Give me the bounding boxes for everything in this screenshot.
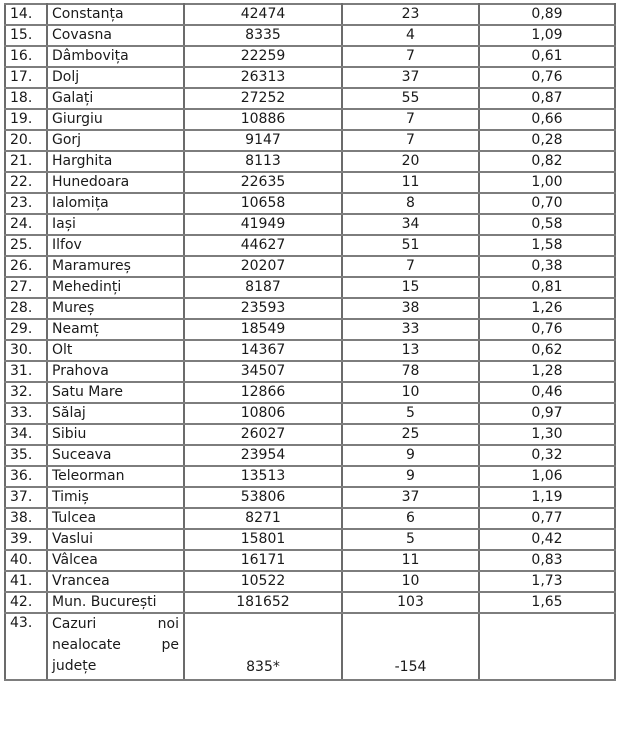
total-cases: 26027 [184,424,342,445]
total-cases: 23593 [184,298,342,319]
new-cases: 7 [342,46,479,67]
row-number: 38. [5,508,47,529]
table-row [5,109,615,130]
rate: 1,28 [479,361,615,382]
county-name: Galați [47,88,184,109]
rate: 1,58 [479,235,615,256]
row-number: 24. [5,214,47,235]
county-name: Sibiu [47,424,184,445]
rate: 0,76 [479,67,615,88]
new-cases: 33 [342,319,479,340]
county-name: Constanța [47,4,184,25]
table-row [5,25,615,46]
row-number: 39. [5,529,47,550]
new-cases: -154 [342,613,479,680]
row-number: 31. [5,361,47,382]
rate: 1,65 [479,592,615,613]
rate: 1,06 [479,466,615,487]
new-cases: 78 [342,361,479,382]
total-cases: 22259 [184,46,342,67]
county-name: Sălaj [47,403,184,424]
row-number: 40. [5,550,47,571]
rate: 0,66 [479,109,615,130]
table-row [5,466,615,487]
row-number: 29. [5,319,47,340]
total-cases: 16171 [184,550,342,571]
total-cases: 10806 [184,403,342,424]
county-name: Gorj [47,130,184,151]
new-cases: 10 [342,382,479,403]
table-row [5,445,615,466]
new-cases: 38 [342,298,479,319]
rate: 0,32 [479,445,615,466]
rate: 1,00 [479,172,615,193]
total-cases: 26313 [184,67,342,88]
county-name: Giurgiu [47,109,184,130]
table-row [5,361,615,382]
total-cases: 8113 [184,151,342,172]
total-cases: 53806 [184,487,342,508]
total-cases: 27252 [184,88,342,109]
new-cases: 10 [342,571,479,592]
row-number: 33. [5,403,47,424]
total-cases: 9147 [184,130,342,151]
table-row [5,571,615,592]
county-name: Iași [47,214,184,235]
row-number: 42. [5,592,47,613]
row-number: 19. [5,109,47,130]
row-number: 26. [5,256,47,277]
total-cases: 835* [184,613,342,680]
table-row-unallocated [5,613,615,680]
new-cases: 7 [342,256,479,277]
table-row [5,382,615,403]
rate: 0,46 [479,382,615,403]
new-cases: 51 [342,235,479,256]
total-cases: 10658 [184,193,342,214]
table-row [5,214,615,235]
county-name-line-3: județe [52,658,97,674]
county-name: Ilfov [47,235,184,256]
rate: 0,97 [479,403,615,424]
county-name: Vaslui [47,529,184,550]
rate: 0,28 [479,130,615,151]
rate: 0,76 [479,319,615,340]
new-cases: 23 [342,4,479,25]
new-cases: 6 [342,508,479,529]
row-number: 15. [5,25,47,46]
row-number: 27. [5,277,47,298]
row-number: 36. [5,466,47,487]
row-number: 16. [5,46,47,67]
table-row [5,235,615,256]
table-row [5,130,615,151]
new-cases: 15 [342,277,479,298]
new-cases: 4 [342,25,479,46]
total-cases: 44627 [184,235,342,256]
new-cases: 8 [342,193,479,214]
table-row [5,4,615,25]
total-cases: 14367 [184,340,342,361]
row-number: 22. [5,172,47,193]
total-cases: 42474 [184,4,342,25]
row-number: 14. [5,4,47,25]
rate: 0,89 [479,4,615,25]
table-row [5,529,615,550]
table-row [5,172,615,193]
county-name: Timiș [47,487,184,508]
county-name: Mehedinți [47,277,184,298]
county-name-line-2: nealocate pe [52,637,179,653]
table-row [5,550,615,571]
row-number: 43. [5,613,47,680]
county-name: Ialomița [47,193,184,214]
new-cases: 5 [342,403,479,424]
total-cases: 34507 [184,361,342,382]
county-name: Dâmbovița [47,46,184,67]
total-cases: 8271 [184,508,342,529]
total-cases: 20207 [184,256,342,277]
new-cases: 5 [342,529,479,550]
county-name: Teleorman [47,466,184,487]
total-cases: 10886 [184,109,342,130]
rate: 1,73 [479,571,615,592]
new-cases: 11 [342,550,479,571]
row-number: 21. [5,151,47,172]
row-number: 30. [5,340,47,361]
total-cases: 22635 [184,172,342,193]
total-cases: 10522 [184,571,342,592]
row-number: 41. [5,571,47,592]
county-name-line-1: Cazuri noi [52,616,179,632]
row-number: 34. [5,424,47,445]
rate [479,613,615,680]
rate: 1,30 [479,424,615,445]
county-name: Mureș [47,298,184,319]
new-cases: 25 [342,424,479,445]
table-row [5,151,615,172]
table-row [5,67,615,88]
table-row [5,424,615,445]
total-cases: 18549 [184,319,342,340]
county-name: Prahova [47,361,184,382]
county-name: Olt [47,340,184,361]
table-body [5,4,615,613]
new-cases: 13 [342,340,479,361]
rate: 0,82 [479,151,615,172]
table-row [5,277,615,298]
new-cases: 9 [342,445,479,466]
rate: 0,62 [479,340,615,361]
rate: 1,26 [479,298,615,319]
new-cases: 9 [342,466,479,487]
county-name: Tulcea [47,508,184,529]
table-row [5,403,615,424]
rate: 0,83 [479,550,615,571]
table-row [5,487,615,508]
new-cases: 7 [342,109,479,130]
county-name: Suceava [47,445,184,466]
total-cases: 41949 [184,214,342,235]
county-name: Satu Mare [47,382,184,403]
total-cases: 8187 [184,277,342,298]
county-name: Vrancea [47,571,184,592]
new-cases: 7 [342,130,479,151]
county-name: Maramureș [47,256,184,277]
row-number: 28. [5,298,47,319]
row-number: 35. [5,445,47,466]
rate: 0,61 [479,46,615,67]
rate: 0,77 [479,508,615,529]
rate: 0,70 [479,193,615,214]
rate: 0,58 [479,214,615,235]
total-cases: 23954 [184,445,342,466]
new-cases: 55 [342,88,479,109]
county-cases-table [4,3,616,681]
total-cases: 8335 [184,25,342,46]
county-name: Dolj [47,67,184,88]
county-name: Mun. București [47,592,184,613]
county-name: Harghita [47,151,184,172]
table-body-footer [5,613,615,680]
table-row [5,508,615,529]
rate: 1,09 [479,25,615,46]
new-cases: 37 [342,487,479,508]
total-cases: 15801 [184,529,342,550]
table-row [5,592,615,613]
table-row [5,193,615,214]
rate: 0,38 [479,256,615,277]
county-name: Neamț [47,319,184,340]
new-cases: 11 [342,172,479,193]
new-cases: 34 [342,214,479,235]
new-cases: 37 [342,67,479,88]
total-cases: 12866 [184,382,342,403]
rate: 0,42 [479,529,615,550]
county-name: Hunedoara [47,172,184,193]
table-row [5,88,615,109]
row-number: 18. [5,88,47,109]
table-row [5,46,615,67]
row-number: 25. [5,235,47,256]
county-name [47,613,184,680]
total-cases: 13513 [184,466,342,487]
table-row [5,298,615,319]
new-cases: 103 [342,592,479,613]
table-row [5,340,615,361]
rate: 1,19 [479,487,615,508]
county-name: Covasna [47,25,184,46]
rate: 0,81 [479,277,615,298]
row-number: 20. [5,130,47,151]
row-number: 23. [5,193,47,214]
row-number: 32. [5,382,47,403]
row-number: 37. [5,487,47,508]
total-cases: 181652 [184,592,342,613]
row-number: 17. [5,67,47,88]
table-row [5,319,615,340]
county-name: Vâlcea [47,550,184,571]
rate: 0,87 [479,88,615,109]
table-row [5,256,615,277]
new-cases: 20 [342,151,479,172]
